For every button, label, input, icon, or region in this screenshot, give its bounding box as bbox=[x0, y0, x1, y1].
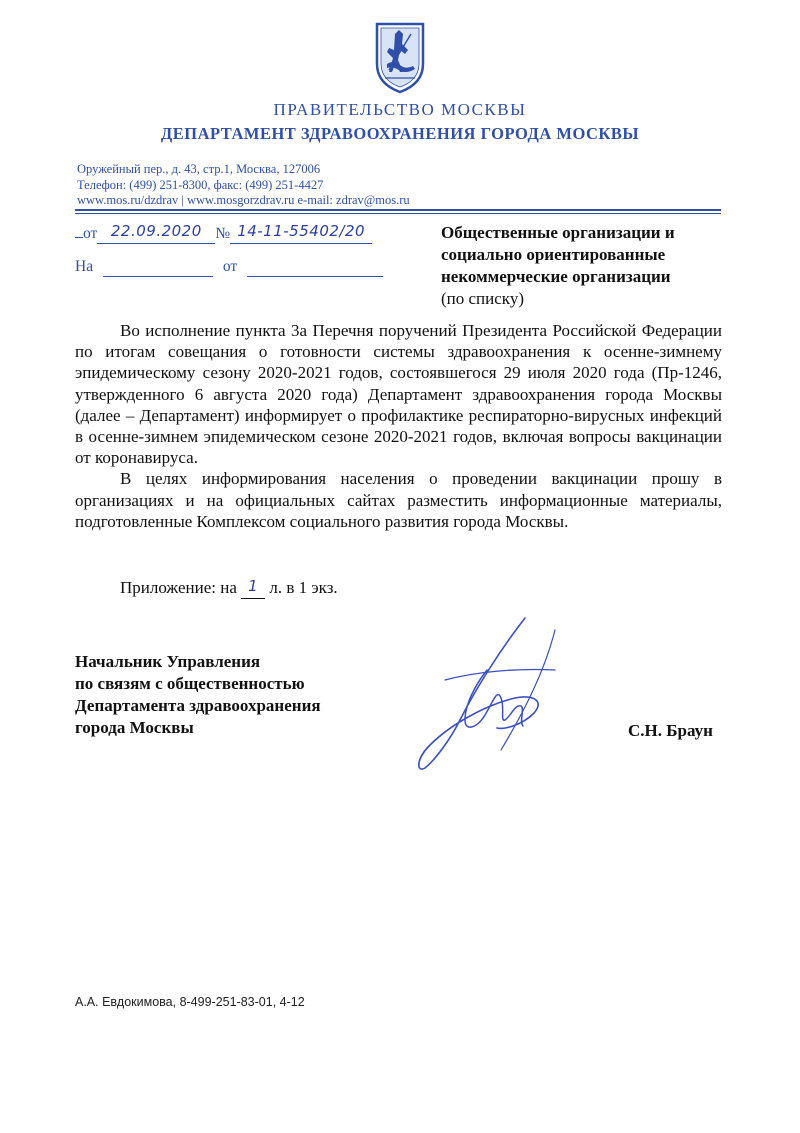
attachment-prefix: Приложение: на bbox=[120, 578, 237, 597]
addressee-block bbox=[441, 222, 741, 310]
outgoing-reference bbox=[75, 224, 372, 244]
addressee-line: социально ориентированные bbox=[441, 245, 666, 264]
attachment-line bbox=[120, 578, 338, 599]
incoming-reference bbox=[75, 258, 383, 277]
number-field bbox=[230, 224, 372, 244]
from-label: от bbox=[83, 225, 98, 242]
body-paragraph: В целях информирования населения о проведении вакцинации прошу в организациях и на официальных сайтах разместить информационные материалы, подготовленные Комплексом социального развития города Москвы. bbox=[75, 469, 722, 531]
letter-body bbox=[75, 320, 722, 532]
handwritten-number: 14-11-55402/20 bbox=[237, 222, 366, 240]
attachment-pages: 1 bbox=[248, 577, 259, 595]
on-number-field bbox=[103, 258, 213, 277]
addressee-note: (по списку) bbox=[441, 289, 524, 308]
signer-title: Начальник Управления по связям с общественностью Департамента здравоохранения города Москвы bbox=[75, 652, 321, 737]
address: Оружейный пер., д. 43, стр.1, Москва, 127006 bbox=[77, 162, 321, 176]
on-date-field bbox=[247, 258, 383, 277]
addressee-line: некоммерческие организации bbox=[441, 267, 671, 286]
phone-fax: Телефон: (499) 251-8300, факс: (499) 251-4427 bbox=[77, 177, 324, 192]
department-title: ДЕПАРТАМЕНТ ЗДРАВООХРАНЕНИЯ ГОРОДА МОСКВЫ bbox=[160, 124, 640, 143]
addressee-line: Общественные организации и bbox=[441, 223, 675, 242]
web-email: www.mos.ru/dzdrav | www.mosgorzdrav.ru e-mail: zdrav@mos.ru bbox=[77, 193, 410, 207]
moscow-coat-of-arms-icon bbox=[371, 20, 429, 94]
on-from-label: от bbox=[222, 258, 238, 275]
letterhead-contacts bbox=[77, 162, 410, 209]
attachment-suffix: л. в 1 экз. bbox=[269, 578, 338, 597]
letterhead-divider bbox=[75, 209, 721, 211]
number-label: № bbox=[215, 225, 231, 242]
date-field bbox=[97, 224, 215, 244]
executor-contact: А.А. Евдокимова, 8-499-251-83-01, 4-12 bbox=[75, 995, 305, 1009]
handwritten-signature bbox=[405, 610, 595, 780]
letterhead-divider-thin bbox=[75, 213, 721, 214]
body-paragraph: Во исполнение пункта 3а Перечня поручений Президента Российской Федерации по итогам совещания о готовности системы здравоохранения к осенне-зимнему эпидемическому сезону 2020-2021 годов, состоявшегося 29 июля 2020 года (Пр-1246, утвержденного 6 августа 2020 года) Департамент здравоохранения города Москвы (далее – Департамент) информирует о профилактике респираторно-вирусных инфекций в осенне-зимнем эпидемическом сезоне 2020-2021 годов, включая вопросы вакцинации от коронавируса. bbox=[75, 321, 722, 468]
handwritten-date: 22.09.2020 bbox=[110, 222, 202, 240]
government-title: ПРАВИТЕЛЬСТВО МОСКВЫ bbox=[273, 100, 527, 119]
on-label: На bbox=[75, 258, 94, 275]
signer-name: С.Н. Браун bbox=[628, 721, 713, 740]
